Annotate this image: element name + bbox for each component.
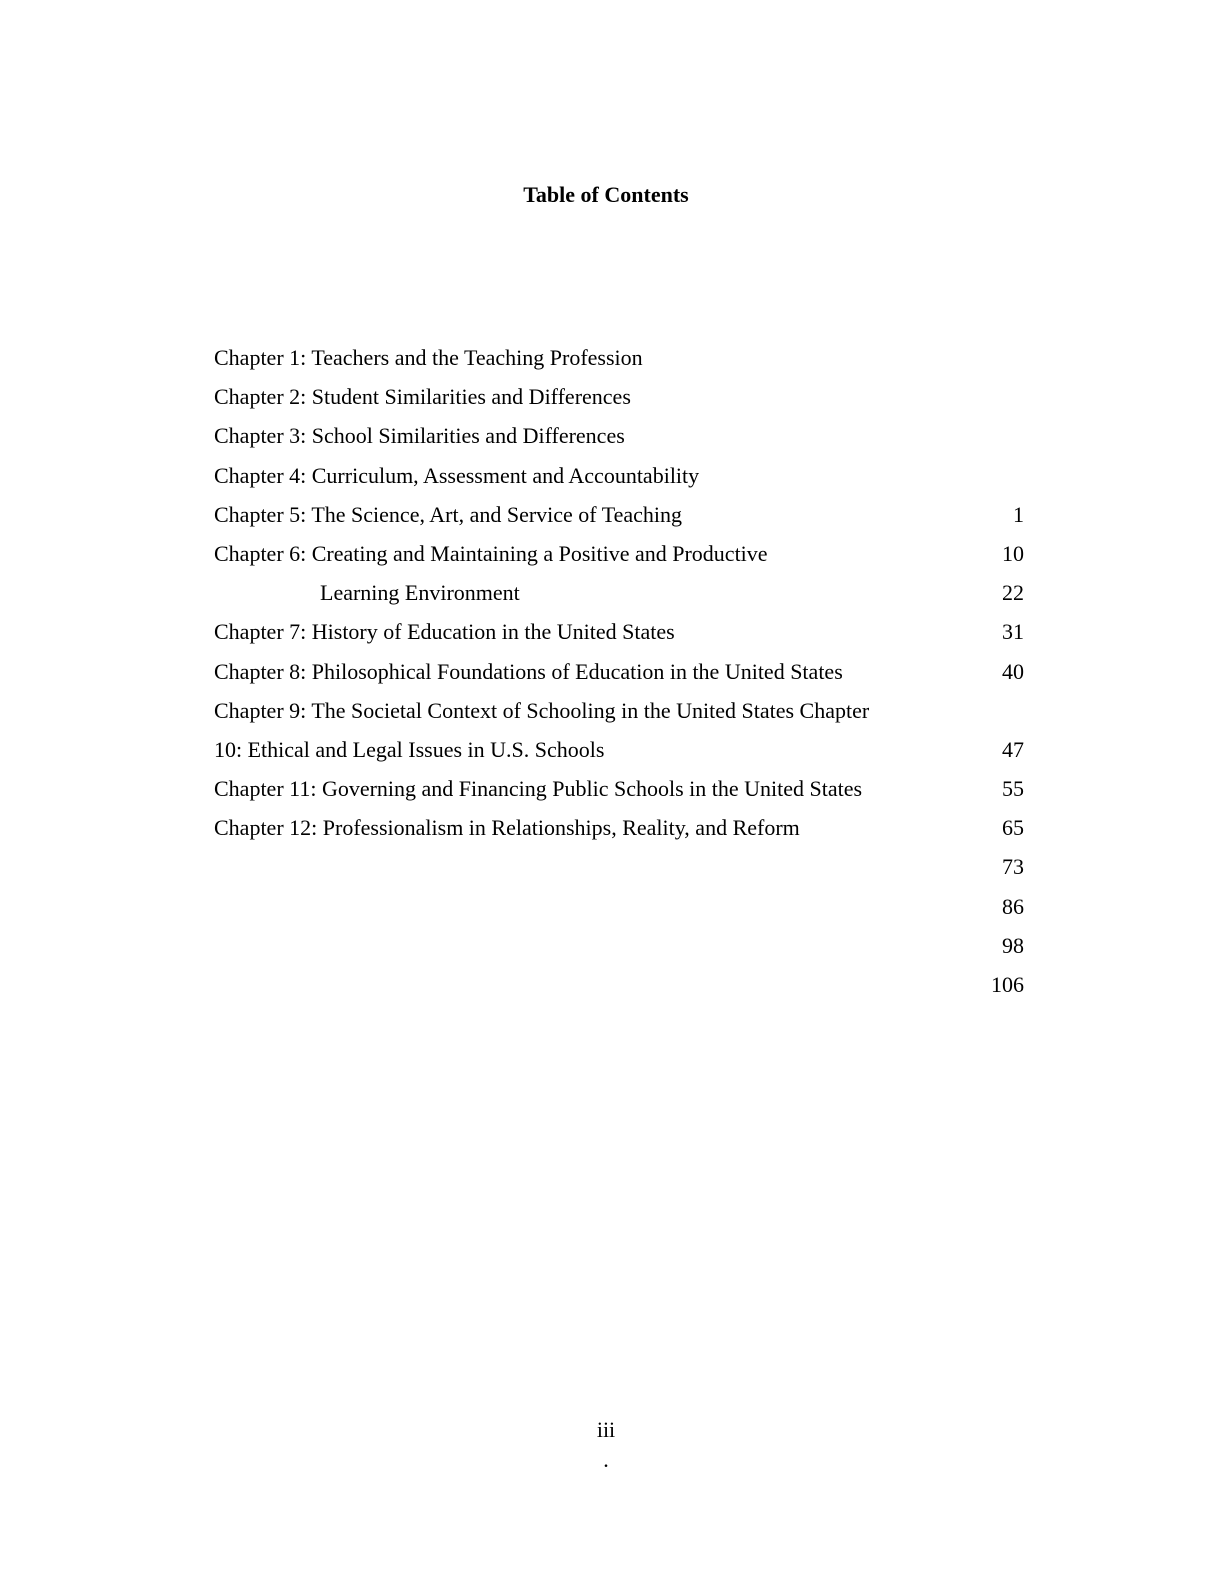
footer-mark: . — [603, 1447, 609, 1472]
toc-entry-text: Chapter 6: Creating and Maintaining a Positive and Productive — [214, 540, 768, 566]
toc-row — [214, 534, 1024, 573]
toc-entry-text: Chapter 5: The Science, Art, and Service of Teaching — [214, 501, 683, 527]
toc-row — [214, 769, 1024, 808]
toc-row — [214, 887, 1024, 926]
toc-entry-text: Chapter 4: Curriculum, Assessment and Accountability — [214, 462, 700, 488]
toc-page-number: 10 — [1002, 540, 1024, 566]
toc-entry-text: Chapter 7: History of Education in the United States — [214, 619, 675, 645]
toc-page-number: 106 — [991, 972, 1024, 997]
toc-entry-text: Chapter 8: Philosophical Foundations of Education in the United States — [214, 658, 843, 684]
toc-page-number: 55 — [1002, 776, 1024, 802]
toc-row — [214, 926, 1024, 965]
toc-entry-text: Chapter 9: The Societal Context of Schooling in the United States Chapter — [214, 697, 870, 723]
toc-row — [214, 416, 1024, 455]
toc-entry-text: Chapter 12: Professionalism in Relationships, Reality, and Reform — [214, 815, 800, 841]
toc-page-number: 86 — [1002, 893, 1024, 919]
toc-entry-text: Chapter 2: Student Similarities and Differences — [214, 384, 631, 410]
toc-page-number: 22 — [1002, 580, 1024, 606]
toc-page-number: 1 — [1013, 501, 1024, 527]
toc-page-number: 40 — [1002, 658, 1024, 684]
toc-row — [214, 495, 1024, 534]
toc-page-number: 98 — [1002, 932, 1024, 958]
toc-page-number: 65 — [1002, 815, 1024, 841]
toc-page-number: 73 — [1002, 854, 1024, 880]
toc-row — [214, 456, 1024, 495]
toc-row — [214, 612, 1024, 651]
toc-row — [214, 338, 1024, 377]
toc-row — [214, 965, 1024, 1004]
toc-entry-text: Chapter 1: Teachers and the Teaching Profession — [214, 345, 643, 370]
toc-row — [214, 377, 1024, 416]
toc-entry-text: Learning Environment — [320, 580, 520, 606]
toc-row — [214, 573, 1024, 612]
page-number-footer: iii — [596, 1417, 616, 1442]
toc-page-number: 31 — [1002, 619, 1024, 645]
toc-page-number: 47 — [1002, 736, 1024, 762]
toc-row — [214, 652, 1024, 691]
toc-row — [214, 808, 1024, 847]
toc-entry-text: Chapter 3: School Similarities and Differences — [214, 423, 625, 449]
page-title: Table of Contents — [523, 182, 689, 207]
toc-list — [214, 338, 1024, 1004]
toc-entry-text: 10: Ethical and Legal Issues in U.S. Schools — [214, 736, 605, 762]
toc-row — [214, 691, 1024, 730]
toc-row — [214, 847, 1024, 886]
toc-entry-text: Chapter 11: Governing and Financing Public Schools in the United States — [214, 776, 863, 802]
toc-row — [214, 730, 1024, 769]
